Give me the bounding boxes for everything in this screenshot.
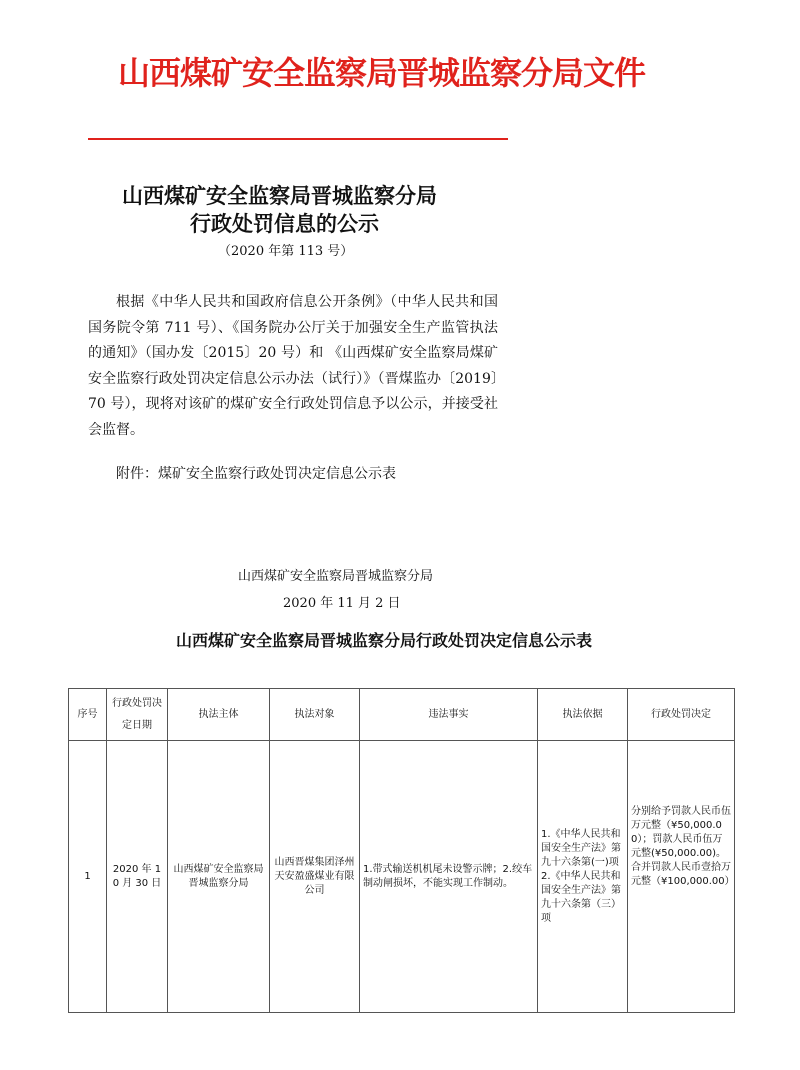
header-cell-basis: 执法依据 [538,689,628,741]
header-cell-authority: 执法主体 [168,689,270,741]
cell-basis: 1.《中华人民共和国安全生产法》第九十六条第(一)项 2.《中华人民共和国安全生产法》第九十六条第（三）项 [538,741,628,1013]
header-cell-decision: 行政处罚决定 [628,689,735,741]
doc-title-line1: 山西煤矿安全监察局晋城监察分局 [122,183,437,208]
table-header-row [69,689,735,741]
doc-title-line2: 行政处罚信息的公示 [190,211,379,236]
header-divider [88,138,508,140]
cell-facts: 1.带式输送机机尾未设警示牌；2.绞车制动闸损坏，不能实现工作制动。 [360,741,538,1013]
header-cell-target: 执法对象 [270,689,360,741]
penalty-info-table [68,688,735,1013]
header-cell-facts: 违法事实 [360,689,538,741]
cell-no: 1 [69,741,107,1013]
body-paragraph: 根据《中华人民共和国政府信息公开条例》（中华人民共和国国务院令第 711 号）、《国务院办公厅关于加强安全生产监管执法的通知》（国办发〔2015〕20 号）和 《山西煤矿安全监察局煤矿安全监察行政处罚决定信息公示办法（试行）》（晋煤监办〔2019〕70 号），现将对该矿的煤矿安全行政处罚信息予以公示，并接受社会监督。 [88,294,498,438]
cell-target: 山西晋煤集团泽州天安盈盛煤业有限公司 [270,741,360,1013]
cell-decision: 分别给予罚款人民币伍万元整（¥50,000.00）；罚款人民币伍万元整(¥50,000.00)。合并罚款人民币壹拾万元整（¥100,000.00） [628,741,735,1013]
header-cell-no: 序号 [69,689,107,741]
header-org-title: 山西煤矿安全监察局晋城监察分局文件 [118,54,646,92]
issue-date: 2020 年 11 月 2 日 [283,596,401,611]
table-row [69,741,735,1013]
doc-number: （2020 年第 113 号） [218,244,354,259]
attachment-note: 附件：煤矿安全监察行政处罚决定信息公示表 [116,466,396,482]
table-title: 山西煤矿安全监察局晋城监察分局行政处罚决定信息公示表 [176,631,593,650]
issuer-signature: 山西煤矿安全监察局晋城监察分局 [238,569,434,584]
cell-date: 2020 年 10 月 30 日 [107,741,168,1013]
header-cell-date: 行政处罚决定日期 [107,689,168,741]
cell-authority: 山西煤矿安全监察局晋城监察分局 [168,741,270,1013]
